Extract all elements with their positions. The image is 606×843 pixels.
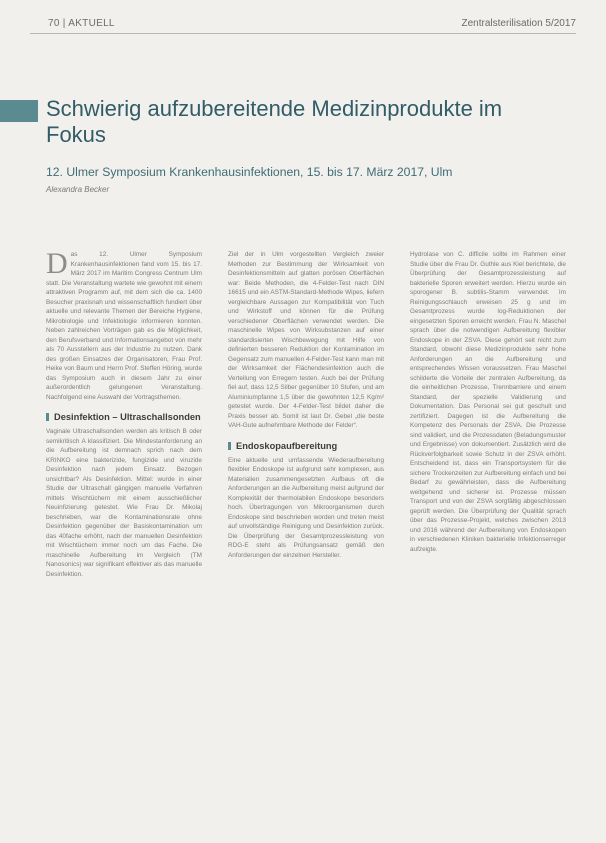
section-marker-icon xyxy=(228,442,231,450)
body-paragraph: Hydrolase von C. difficile sollte im Rahmen einer Studie über die Frau Dr. Guthle aus Kiel berichtete, die Überprüfung der Gesamtprozessleistung auf bakterielle Sporen erweitert werden. Hierzu wurde ein sporogener B. subtilis-Stamm verwendet. Im Reinigungsschlauch erweisen 25 g und im Gesamtprozess wurde log-Reduktionen der eingesetzten Sporen erreicht werden. Frau N. Maschel sprach über die notwendigen Aufbereitung flexibler Endoskope in der ZSVA. Diese gehört seit nicht zum Standard, obwohl diese Medizinprodukte sehr hohe Anforderungen an die Aufbereitung und entsprechendes Wissen voraussetzen. Frau Maschel schilderte die Vorteile der zentralen Aufbereitung, da die einheitlichen Prozesse, Trennbarriere und einem Standard, der spezielle Validierung und Dokumentation. Das Personal sei gut geschult und zertifiziert. Dagegen ist die Aufbereitung die Kompetenz des Personals der ZSVA. Die Prozesse sind validiert, und die Prozessdaten (Beladungsmuster und Ergebnisse) von dokumentiert. Zusätzlich wird die Rückverfolgbarkeit sowie Schutz in der ZSVA erhöht. Entscheidend ist, dass ein Transportsystem für die sichere Trockenzeiten zur Aufbereitung einfach und bei Bedarf zu gewährleisten, dass die Aufbereitung weitgehend und sicherer ist. Prozesse müssen Transport und von der ZSVA sorgfältig abgeschlossen geprüft werden. Die Überprüfung der Qualität sprach über das Prozesse-Projekt, welches zwischen 2013 und 2016 während der Aufbereitung von Endoskopen in verschiedenen Kliniken bakterielle Infektionserreger aufzeigte. xyxy=(410,251,566,553)
column-3 xyxy=(410,250,566,554)
article-title: Schwierig aufzubereitende Medizinprodukte im Fokus xyxy=(46,96,503,147)
running-header xyxy=(28,18,576,32)
body-paragraph: Vaginale Ultraschallsonden werden als kritisch B oder semikritisch A klassifiziert. Die Mindestanforderung an die Aufbereitung ist demnach sprich nach dem KRINKO eine bakterizide, fungizide und viruzide Desinfektion nach jedem Einsatz. Bezogen unsichtbar? Als Desinfektion. Mittel: wurde in einer Studie der Ultraschall gängigen manuelle Verfahren mittels Wischtüchern mit einem ausschießlicher Neuinfizierung getestet. Wie Frau Dr. Mikolaj beschrieben, war die Kontaminationsrate ohne Desinfektion gegenüber der Basiskontamination um das 40fache erhöht, nach der manuellen Desinfektion mit Wischtüchern immer noch um das Fache. Die maschinelle Aufbereitung im Vergleich (TM Nanosonics) war signifikant effektiver als das manuelle Desinfektion. xyxy=(46,428,202,578)
section-marker-icon xyxy=(46,413,49,421)
drop-cap: D xyxy=(46,247,68,280)
column-2 xyxy=(228,250,384,560)
header-rule xyxy=(30,33,576,34)
article-author: Alexandra Becker xyxy=(46,185,110,194)
journal-issue: Zentralsterilisation 5/2017 xyxy=(461,18,576,29)
article-subtitle: 12. Ulmer Symposium Krankenhausinfektionen, 15. bis 17. März 2017, Ulm xyxy=(46,165,453,179)
title-accent-bar xyxy=(0,100,38,122)
column-1 xyxy=(46,247,202,579)
page-number-section: 70 | AKTUELL xyxy=(48,18,115,29)
section-heading-desinfektion: Desinfektion – Ultraschallsonden xyxy=(46,412,202,423)
article-body xyxy=(46,247,566,840)
body-paragraph: Ziel der in Ulm vorgestellten Vergleich zweier Methoden zur Bestimmung der Wirksamkeit von Desinfektionsmitteln auf glatten porösen Oberflächen war: Beide Methoden, die 4-Felder-Test nach DIN 16615 und ein ASTM-Standard-Methode Wipes, liefern vergleichbare Aussagen zur Kompatibilität von Tuch und Wirkstoff und können für die Prüfung verschiedener Oberflächen verwendet werden. Die maschinelle Wipes von Wirksubstanzen auf einer standardisierten Wischbewegung mit Hilfe von definierten besseren Reduktion der Kontamination im Gegensatz zum manuellen 4-Felder-Test kann man mit der Wirksamkeit der Flächendesinfektion auch die Verteilung von Erregern testen. Auch bei der Prüfung fiel auf, dass 12,5 Silber gegenüber 10 Stufen, und am Aluminiumpfanne 1,5 über die gewohnten 12,5 Kg/m² getestet wurde. Der 4-Felder-Test bildet daher die Praxis besser ab. Somit ist laut Dr. Gebel „die beste VAH-Gute aufnehmbare Methode der Felder“. xyxy=(228,251,384,429)
body-paragraph: Eine aktuelle und umfassende Wiederaufbereitung flexibler Endoskope ist aufgrund sehr komplexen, aus Materialien zusammengesetzten Aufbaus oft die Anforderungen an die Aufbereitung meist aufgrund der Komplexität der thermolabilen Endoskope besonders hoch. Übertragungen von Mikroorganismen durch Endoskope sind beschrieben worden und treten meist auf unvollständige Reinigung und Desinfektion zurück. Die Überprüfung der Gesamtprozessleistung von RDG-E steht als Prüfungsansatz gemäß den Anforderungen der einzelnen Hersteller. xyxy=(228,456,384,559)
section-heading-endoskop: Endoskopaufbereitung xyxy=(228,441,384,452)
intro-paragraph: Das 12. Ulmer Symposium Krankenhausinfektionen fand vom 15. bis 17. März 2017 im Maritim Congress Centrum Ulm statt. Die Veranstaltung wartete wie gewohnt mit einem attraktiven Programm auf, mit dem sich die ca. 1400 Besucher praxisnah und wissenschaftlich fundiert über aktuelle und relevante Themen der Bereiche Hygiene, Mikrobiologie und Infektiologie informieren konnten. Neben zahlreichen Vorträgen gab es die Möglichkeit, den Berufsverband und Informationsangebot von mehr als 70 Ausstellern aus der Industrie zu nutzen. Dank des großen Einsatzes der Organisatoren, Frau Prof. Heike von Baum und Herrn Prof. Steffen Höring, wurde das Symposium auch in diesem Jahr zu einer außerordentlich gelungenen Veranstaltung. Nachfolgend eine Auswahl der Vortragsthemen. xyxy=(46,247,202,401)
